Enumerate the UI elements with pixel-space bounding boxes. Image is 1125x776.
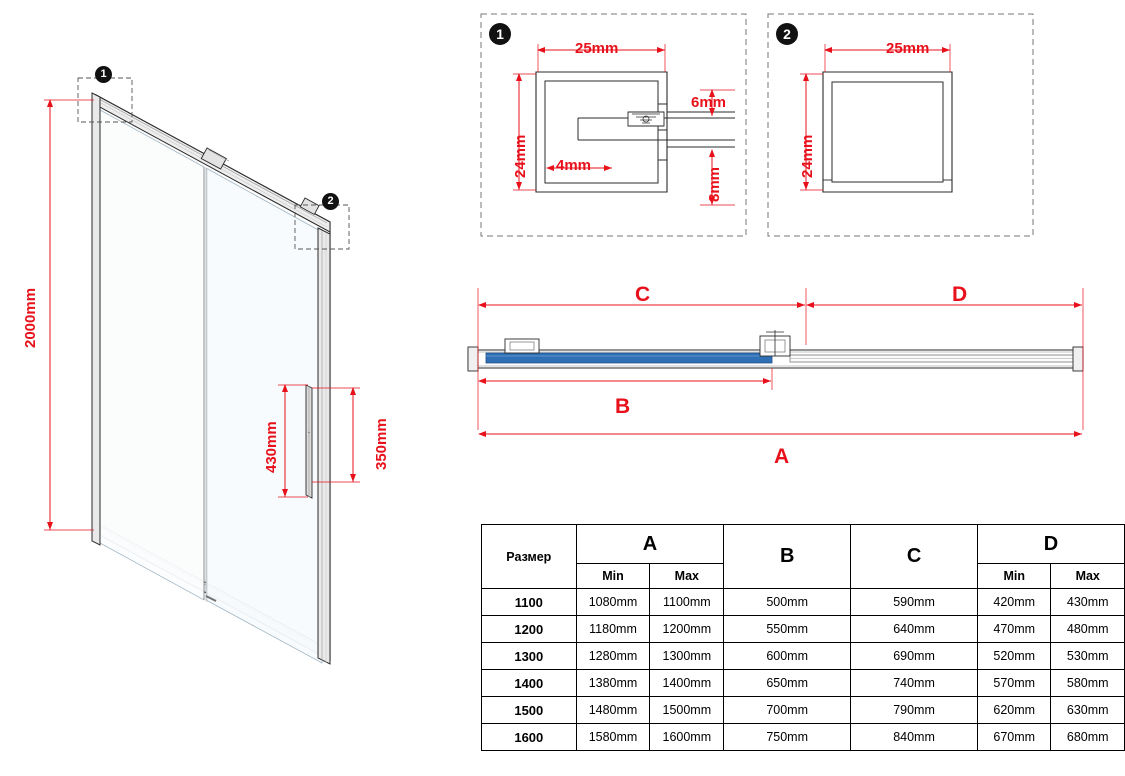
cell-d-max: 630mm: [1051, 697, 1125, 724]
plan-label-d: D: [952, 283, 968, 306]
size-table: [481, 524, 1125, 751]
header-a: A: [576, 525, 724, 564]
header-b: B: [724, 525, 851, 589]
detail-2-height-dimension: 24mm: [799, 134, 816, 178]
cell-a-min: 1580mm: [576, 724, 650, 751]
handle-offset-dimension: 350mm: [373, 418, 390, 470]
callout-marker-2[interactable]: 2: [322, 193, 339, 210]
cell-a-max: 1600mm: [650, 724, 724, 751]
detail-2-width-dimension: 25mm: [886, 40, 930, 57]
cell-a-min: 1080mm: [576, 589, 650, 616]
cell-size: 1400: [482, 670, 577, 697]
callout-marker-1[interactable]: 1: [95, 66, 112, 83]
detail-2-callout[interactable]: 2: [776, 23, 798, 45]
cell-a-min: 1180mm: [576, 616, 650, 643]
plan-label-c: C: [635, 283, 651, 306]
header-size: Размер: [482, 525, 577, 589]
header-a-max: Max: [650, 564, 724, 589]
cell-c: 840mm: [851, 724, 978, 751]
handle-length-dimension: 430mm: [263, 421, 280, 473]
cell-d-min: 470mm: [977, 616, 1050, 643]
detail-1-bottom-dimension: 8mm: [706, 166, 723, 202]
cell-c: 640mm: [851, 616, 978, 643]
cell-a-min: 1480mm: [576, 697, 650, 724]
cell-a-max: 1500mm: [650, 697, 724, 724]
cell-d-max: 580mm: [1051, 670, 1125, 697]
cell-b: 750mm: [724, 724, 851, 751]
cell-d-min: 420mm: [977, 589, 1050, 616]
table-row: [482, 670, 1125, 697]
cell-d-max: 430mm: [1051, 589, 1125, 616]
cell-a-max: 1200mm: [650, 616, 724, 643]
cell-d-max: 680mm: [1051, 724, 1125, 751]
header-a-min: Min: [576, 564, 650, 589]
cell-b: 550mm: [724, 616, 851, 643]
table-row: [482, 643, 1125, 670]
size-table-header-row: [482, 525, 1125, 564]
cell-b: 600mm: [724, 643, 851, 670]
cell-d-min: 520mm: [977, 643, 1050, 670]
cell-b: 500mm: [724, 589, 851, 616]
cell-c: 690mm: [851, 643, 978, 670]
size-table-body: [482, 589, 1125, 751]
main-height-dimension: 2000mm: [22, 287, 39, 348]
cell-size: 1600: [482, 724, 577, 751]
detail-1-width-dimension: 25mm: [575, 40, 619, 57]
cell-d-min: 620mm: [977, 697, 1050, 724]
header-d: D: [977, 525, 1124, 564]
header-d-min: Min: [977, 564, 1050, 589]
cell-a-max: 1400mm: [650, 670, 724, 697]
size-table-head: [482, 525, 1125, 589]
detail-1-inner-dimension: 4mm: [556, 157, 592, 174]
table-row: [482, 697, 1125, 724]
cell-c: 590mm: [851, 589, 978, 616]
cell-d-min: 670mm: [977, 724, 1050, 751]
cell-size: 1500: [482, 697, 577, 724]
cell-c: 740mm: [851, 670, 978, 697]
cell-d-max: 530mm: [1051, 643, 1125, 670]
cell-a-min: 1380mm: [576, 670, 650, 697]
cell-c: 790mm: [851, 697, 978, 724]
detail-1-height-dimension: 24mm: [512, 134, 529, 178]
cell-a-max: 1100mm: [650, 589, 724, 616]
cell-size: 1200: [482, 616, 577, 643]
cell-a-min: 1280mm: [576, 643, 650, 670]
table-row: [482, 589, 1125, 616]
cell-size: 1300: [482, 643, 577, 670]
detail-1-top-dimension: 6mm: [691, 94, 727, 111]
cell-d-min: 570mm: [977, 670, 1050, 697]
plan-label-b: B: [615, 395, 631, 418]
cell-d-max: 480mm: [1051, 616, 1125, 643]
header-d-max: Max: [1051, 564, 1125, 589]
cell-b: 650mm: [724, 670, 851, 697]
table-row: [482, 724, 1125, 751]
table-row: [482, 616, 1125, 643]
plan-label-a: A: [774, 445, 790, 468]
cell-a-max: 1300mm: [650, 643, 724, 670]
detail-1-callout[interactable]: 1: [489, 23, 511, 45]
cell-size: 1100: [482, 589, 577, 616]
header-c: C: [851, 525, 978, 589]
cell-b: 700mm: [724, 697, 851, 724]
